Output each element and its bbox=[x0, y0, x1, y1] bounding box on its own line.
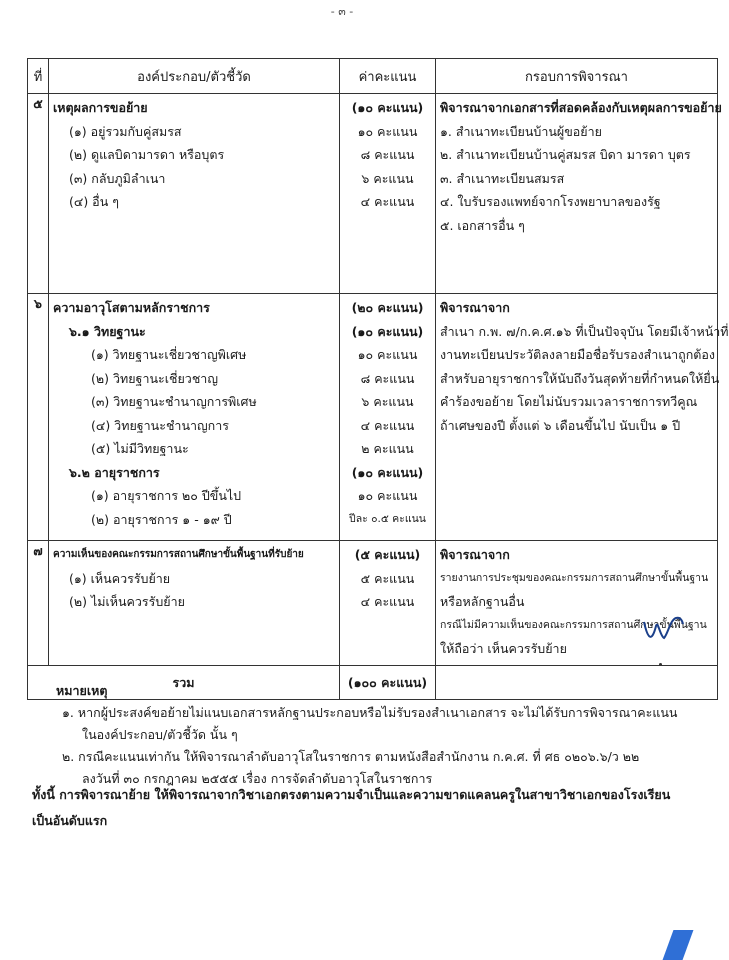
component-item: (๓) วิทยฐานะชำนาญการพิเศษ bbox=[91, 394, 257, 409]
criteria-cell bbox=[436, 94, 722, 294]
note-line: ๑. หากผู้ประสงค์ขอย้ายไม่แนบเอกสารหลักฐานประกอบหรือไม่รับรองสำเนาเอกสาร จะไม่ได้รับการพิจารณาคะแนน bbox=[62, 705, 678, 720]
component-cell bbox=[49, 541, 340, 666]
score-subtotal: (๑๐ คะแนน) bbox=[351, 323, 424, 339]
criteria-item: ๓. สำเนาทะเบียนสมรส bbox=[440, 170, 565, 186]
criteria-item: รายงานการประชุมของคณะกรรมการสถานศึกษาขั้นพื้นฐาน bbox=[440, 571, 709, 584]
criteria-item: ๒. สำเนาทะเบียนบ้านคู่สมรส บิดา มารดา บุตร bbox=[440, 147, 691, 162]
score-item: ๑๐ คะแนน bbox=[357, 123, 418, 139]
header-no: ที่ bbox=[28, 59, 49, 94]
component-item: (๑) วิทยฐานะเชี่ยวชาญพิเศษ bbox=[91, 347, 247, 362]
final-statement bbox=[32, 782, 692, 834]
score-item: ๖ คะแนน bbox=[361, 394, 414, 409]
criteria-item: งานทะเบียนประวัติลงลายมือชื่อรับรองสำเนาถูกต้อง bbox=[440, 347, 716, 362]
ink-dot bbox=[659, 663, 662, 666]
final-line: ทั้งนี้ การพิจารณาย้าย ให้พิจารณาจากวิชาเอกตรงตามความจำเป็นและความขาดแคลนครูในสาขาวิชาเอกของโรงเรียน bbox=[32, 787, 671, 802]
score-item: ๖ คะแนน bbox=[361, 170, 414, 186]
score-item: ๑๐ คะแนน bbox=[357, 347, 418, 362]
scan-edge-mark bbox=[663, 930, 694, 960]
score-cell bbox=[340, 541, 436, 666]
component-item: (๑) อายุราชการ ๒๐ ปีขึ้นไป bbox=[91, 488, 242, 503]
criteria-cell bbox=[436, 541, 718, 666]
component-cell bbox=[49, 294, 340, 541]
score-item: ๘ คะแนน bbox=[360, 147, 415, 162]
score-total: (๑๐ คะแนน) bbox=[351, 100, 424, 115]
component-subtitle: ๖.๑ วิทยฐานะ bbox=[69, 323, 146, 339]
component-title: ความเห็นของคณะกรรมการสถานศึกษาขั้นพื้นฐานที่รับย้าย bbox=[53, 549, 304, 560]
component-subtitle: ๖.๒ อายุราชการ bbox=[69, 464, 160, 480]
row-number: ๖ bbox=[28, 294, 49, 541]
criteria-title: พิจารณาจากเอกสารที่สอดคล้องกับเหตุผลการขอย้าย bbox=[440, 100, 722, 115]
score-item: ปีละ ๐.๕ คะแนน bbox=[349, 512, 426, 525]
note-line: ๒. กรณีคะแนนเท่ากัน ให้พิจารณาลำดับอาวุโสในราชการ ตามหนังสือสำนักงาน ก.ค.ศ. ที่ ศธ ๐๒๐๖.๖/ว ๒๒ bbox=[62, 749, 640, 764]
final-line: เป็นอันดับแรก bbox=[32, 813, 108, 828]
table-row bbox=[28, 294, 718, 541]
criteria-item: กรณีไม่มีความเห็นของคณะกรรมการสถานศึกษาขั้นพื้นฐาน bbox=[440, 618, 707, 631]
note-line: ลงวันที่ ๓๐ กรกฎาคม ๒๕๕๕ เรื่อง การจัดลำดับอาวุโสในราชการ bbox=[82, 771, 433, 786]
component-item: (๕) ไม่มีวิทยฐานะ bbox=[91, 441, 189, 456]
component-item: (๑) เห็นควรรับย้าย bbox=[69, 570, 171, 586]
table-row bbox=[28, 94, 718, 294]
total-score: (๑๐๐ คะแนน) bbox=[340, 666, 436, 700]
score-item: ๒ คะแนน bbox=[361, 441, 414, 456]
criteria-table bbox=[27, 58, 729, 700]
component-item: (๒) ดูแลบิดามารดา หรือบุตร bbox=[69, 147, 225, 162]
component-item: (๑) อยู่รวมกับคู่สมรส bbox=[69, 123, 182, 139]
score-item: ๔ คะแนน bbox=[360, 194, 415, 209]
signature-mark bbox=[640, 612, 684, 646]
component-title: ความอาวุโสตามหลักราชการ bbox=[53, 300, 210, 315]
header-score: ค่าคะแนน bbox=[340, 59, 436, 94]
score-item: ๔ คะแนน bbox=[360, 594, 415, 609]
score-item: ๕ คะแนน bbox=[360, 570, 415, 586]
notes-section bbox=[50, 680, 690, 790]
criteria-item: ๔. ใบรับรองแพทย์จากโรงพยาบาลของรัฐ bbox=[440, 194, 661, 209]
criteria-item: สำเนา ก.พ. ๗/ก.ค.ศ.๑๖ ที่เป็นปัจจุบัน โดยมีเจ้าหน้าที่ bbox=[440, 323, 729, 339]
criteria-item: คำร้องขอย้าย โดยไม่นับรวมเวลาราชการทวีคูณ bbox=[440, 394, 698, 409]
note-line: ในองค์ประกอบ/ตัวชี้วัด นั้น ๆ bbox=[82, 727, 238, 742]
table-header-row bbox=[28, 59, 718, 94]
criteria-item: สำหรับอายุราชการให้นับถึงวันสุดท้ายที่กำหนดให้ยื่น bbox=[440, 370, 720, 386]
component-item: (๔) อื่น ๆ bbox=[69, 194, 119, 209]
criteria-item: หรือหลักฐานอื่น bbox=[440, 594, 525, 609]
criteria-item: ให้ถือว่า เห็นควรรับย้าย bbox=[440, 641, 567, 656]
score-total: (๕ คะแนน) bbox=[354, 547, 421, 562]
criteria-title: พิจารณาจาก bbox=[440, 547, 510, 562]
component-item: (๔) วิทยฐานะชำนาญการ bbox=[91, 417, 229, 433]
score-total: (๒๐ คะแนน) bbox=[351, 300, 424, 315]
row-number: ๕ bbox=[28, 94, 49, 294]
header-criteria: กรอบการพิจารณา bbox=[436, 59, 718, 94]
notes-title: หมายเหตุ bbox=[56, 683, 108, 698]
score-cell bbox=[340, 94, 436, 294]
component-item: (๒) อายุราชการ ๑ - ๑๙ ปี bbox=[91, 511, 232, 527]
row-number: ๗ bbox=[28, 541, 49, 666]
score-item: ๑๐ คะแนน bbox=[357, 488, 418, 503]
criteria-title: พิจารณาจาก bbox=[440, 300, 510, 315]
page-number: - ๓ - bbox=[330, 5, 354, 18]
component-cell bbox=[49, 94, 340, 294]
criteria-cell bbox=[436, 294, 729, 541]
criteria-item: ถ้าเศษของปี ตั้งแต่ ๖ เดือนขึ้นไป นับเป็น ๑ ปี bbox=[440, 417, 681, 433]
score-cell bbox=[340, 294, 436, 541]
score-item: ๔ คะแนน bbox=[360, 417, 415, 433]
component-title: เหตุผลการขอย้าย bbox=[53, 100, 148, 115]
score-subtotal: (๑๐ คะแนน) bbox=[351, 464, 424, 480]
component-item: (๒) วิทยฐานะเชี่ยวชาญ bbox=[91, 370, 218, 386]
component-item: (๒) ไม่เห็นควรรับย้าย bbox=[69, 594, 185, 609]
component-item: (๓) กลับภูมิลำเนา bbox=[69, 170, 166, 186]
criteria-item: ๕. เอกสารอื่น ๆ bbox=[440, 217, 525, 233]
score-item: ๘ คะแนน bbox=[360, 370, 415, 386]
total-label: รวม bbox=[28, 666, 340, 700]
criteria-item: ๑. สำเนาทะเบียนบ้านผู้ขอย้าย bbox=[440, 123, 602, 139]
table-row bbox=[28, 541, 718, 666]
header-component: องค์ประกอบ/ตัวชี้วัด bbox=[49, 59, 340, 94]
